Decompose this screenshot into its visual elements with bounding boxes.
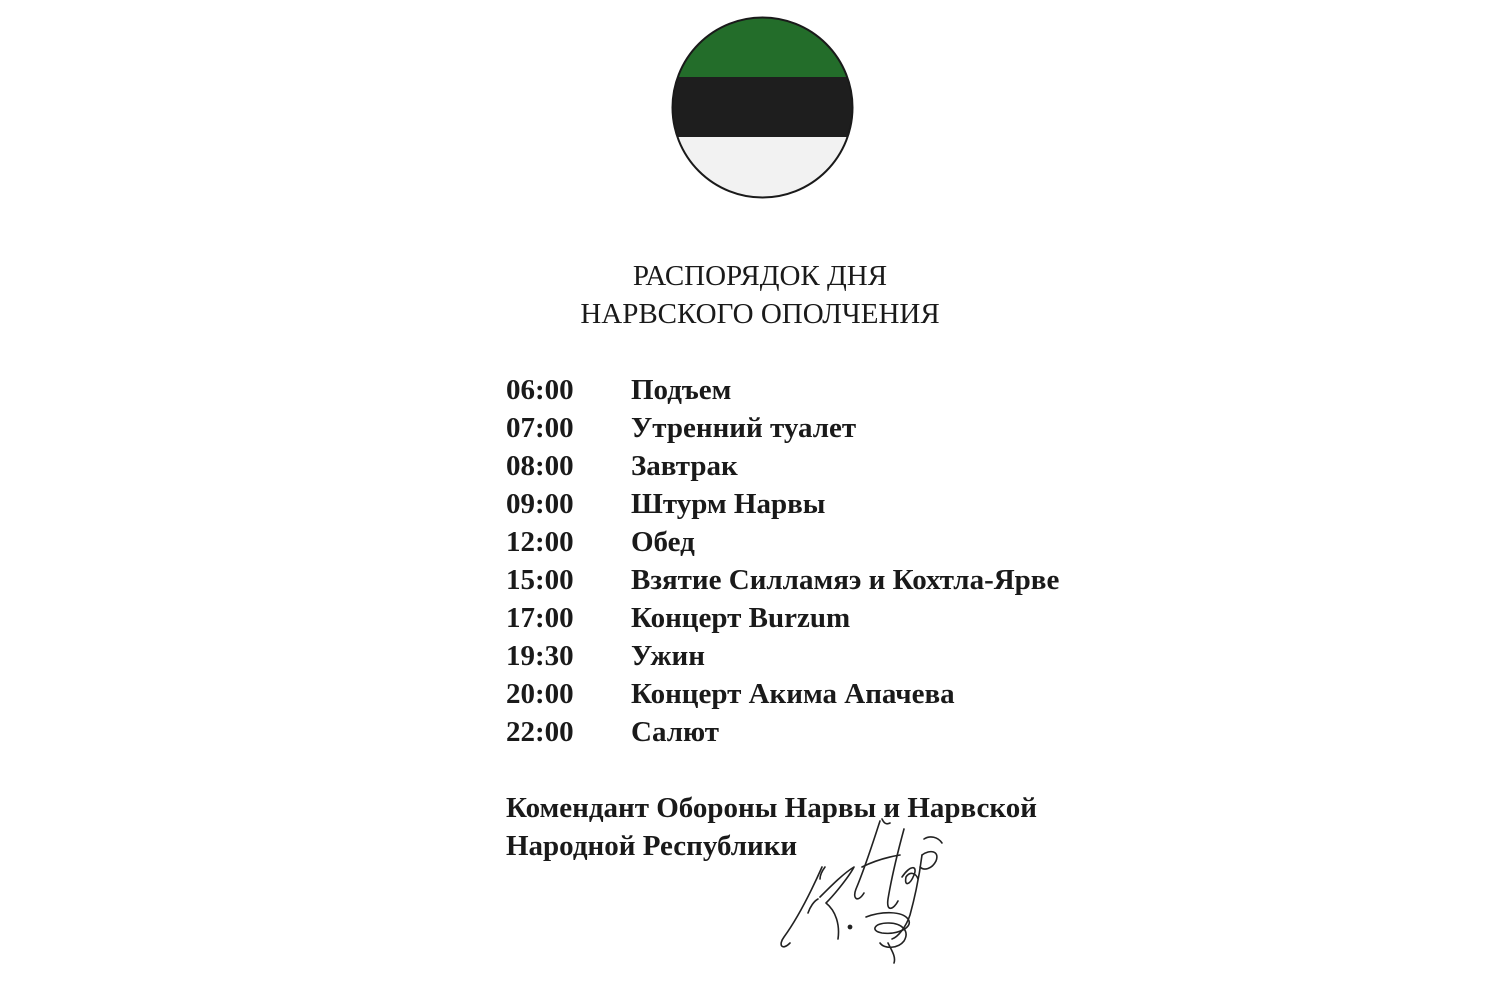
schedule-event: Обед (631, 526, 695, 558)
schedule-event: Ужин (631, 640, 705, 672)
schedule-row (506, 637, 1059, 675)
schedule-time: 06:00 (506, 374, 574, 406)
schedule-time: 20:00 (506, 678, 574, 710)
document-title (0, 257, 1500, 333)
schedule-event: Завтрак (631, 450, 738, 482)
schedule-row (506, 409, 1059, 447)
schedule-event: Утренний туалет (631, 412, 857, 444)
schedule-event: Взятие Силламяэ и Кохтла-Ярве (631, 564, 1060, 596)
schedule-row (506, 713, 1059, 751)
schedule-time: 07:00 (506, 412, 574, 444)
title-line-1: РАСПОРЯДОК ДНЯ (632, 260, 888, 292)
schedule-row (506, 523, 1059, 561)
emblem-stripe-white (670, 137, 855, 200)
schedule-time: 19:30 (506, 640, 574, 672)
schedule-row (506, 485, 1059, 523)
schedule-event: Подъем (631, 374, 732, 406)
handwritten-signature (770, 815, 950, 965)
schedule-row (506, 371, 1059, 409)
schedule-time: 08:00 (506, 450, 574, 482)
signatory-title-line-2: Народной Республики (506, 830, 798, 862)
emblem-stripe-black (670, 77, 855, 137)
schedule-event: Концерт Burzum (631, 602, 851, 634)
schedule-row (506, 675, 1059, 713)
schedule-event: Штурм Нарвы (631, 488, 826, 520)
schedule-time: 22:00 (506, 716, 574, 748)
schedule-event: Салют (631, 716, 719, 748)
schedule-time: 15:00 (506, 564, 574, 596)
schedule-row (506, 447, 1059, 485)
schedule-event: Концерт Акима Апачева (631, 678, 955, 710)
signatory-title-line-1: Комендант Обороны Нарвы и Нарвской (506, 792, 1037, 824)
schedule-list (506, 371, 1059, 751)
schedule-row (506, 561, 1059, 599)
schedule-time: 12:00 (506, 526, 574, 558)
tricolor-emblem (670, 15, 855, 200)
schedule-row (506, 599, 1059, 637)
title-line-2: НАРВСКОГО ОПОЛЧЕНИЯ (580, 298, 940, 330)
schedule-time: 17:00 (506, 602, 574, 634)
schedule-time: 09:00 (506, 488, 574, 520)
